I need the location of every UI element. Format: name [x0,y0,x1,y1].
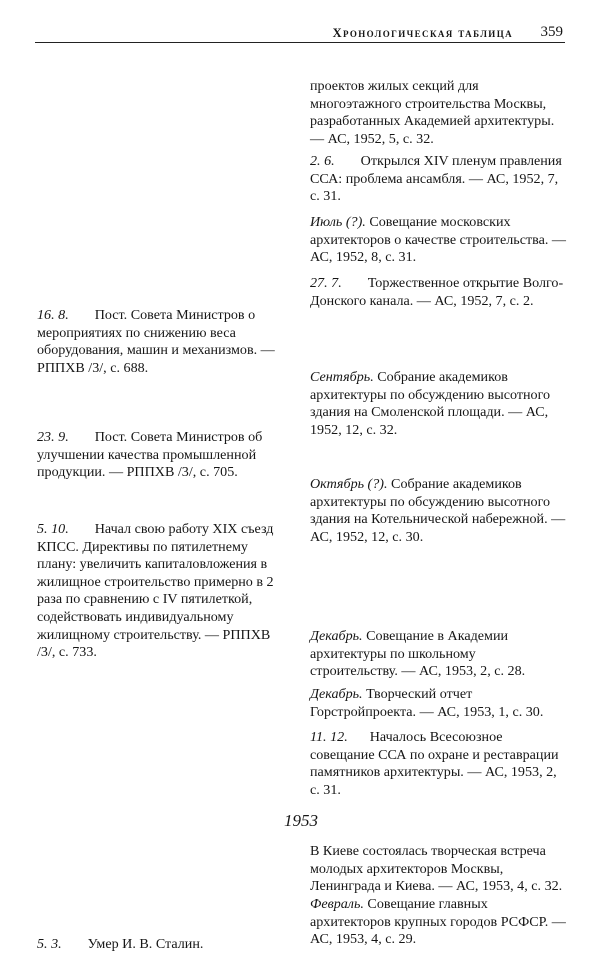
chronology-entry [37,307,289,377]
entry-date: Декабрь. [310,628,363,644]
entry-date: 23. 9. [37,429,69,445]
entry-text: проектов жилых секций для многоэтажного строительства Москвы, разработанных Академией архитектуры. — АС, 1952, 5, с. 32. [310,78,555,147]
entry-date: Сентябрь. [310,369,374,385]
entry-text: В Киеве состоялась творческая встреча молодых архитекторов Москвы, Ленинграда и Киева. — АС, 1953, 4, с. 32. [310,843,563,895]
running-header [35,24,565,42]
entry-text: Пост. Совета Министров о мероприятиях по снижению веса оборудования, машин и механизмов. — РППХВ /3/, с. 688. [37,307,275,376]
entry-text: Открылся XIV пленум правления ССА: проблема ансамбля. — АС, 1952, 7, с. 31. [310,153,562,205]
chronology-entry [310,369,566,439]
chronology-entry [310,628,566,681]
chronology-entry [310,78,566,148]
entry-text: Совещание московских архитекторов о качестве строительства. — АС, 1952, 8, с. 31. [310,214,566,266]
chronology-entry [37,521,289,662]
chronology-entry [310,153,566,206]
entry-date: 11. 12. [310,729,348,745]
entry-date: Октябрь (?). [310,476,388,492]
chronology-entry [310,476,566,546]
chronology-entry [310,214,566,267]
entry-text: Началось Всесоюзное совещание ССА по охране и реставрации памятников архитектуры. — АС, 1953, 2, с. 31. [310,729,559,798]
chronology-entry [310,729,566,799]
entry-text: Совещание в Академии архитектуры по школьному строительству. — АС, 1953, 2, с. 28. [310,628,526,680]
chronology-entry [37,936,289,954]
chronology-entry [310,896,566,949]
running-title: Хронологическая таблица [332,26,513,40]
entry-text: Собрание академиков архитектуры по обсуждению высотного здания на Котельнической набережной. — АС, 1952, 12, с. 30. [310,476,566,545]
page-number: 359 [540,24,563,40]
chronology-entry [310,843,566,896]
year-heading: 1953 [284,811,318,830]
entry-date: 5. 3. [37,936,62,952]
chronology-entry [310,275,566,310]
entry-text: Совещание главных архитекторов крупных городов РСФСР. — АС, 1953, 4, с. 29. [310,896,566,948]
entry-date: 16. 8. [37,307,69,323]
entry-text: Творческий отчет Горстройпроекта. — АС, 1953, 1, с. 30. [310,686,544,720]
entry-date: 5. 10. [37,521,69,537]
entry-text: Пост. Совета Министров об улучшении качества промышленной продукции. — РППХВ /3/, с. 705. [37,429,263,481]
entry-date: 27. 7. [310,275,342,291]
entry-date: Декабрь. [310,686,363,702]
chronology-entry [310,686,566,721]
header-rule [35,42,565,43]
entry-text: Торжественное открытие Волго-Донского канала. — АС, 1952, 7, с. 2. [310,275,564,309]
entry-date: Июль (?). [310,214,366,230]
entry-text: Начал свою работу XIX съезд КПСС. Директивы по пятилетнему плану: увеличить капиталовложения в жилищное строительство примерно в 2 раза по сравнению с IV пятилеткой, содействовать индивидуальному жилищному строительству. — РППХВ /3/, с. 733. [37,521,274,661]
entry-date: Февраль. [310,896,364,912]
entry-date: 2. 6. [310,153,335,169]
entry-text: Умер И. В. Сталин. [87,936,204,952]
chronology-entry [37,429,289,482]
entry-text: Собрание академиков архитектуры по обсуждению высотного здания на Смоленской площади. — АС, 1952, 12, с. 32. [310,369,551,438]
